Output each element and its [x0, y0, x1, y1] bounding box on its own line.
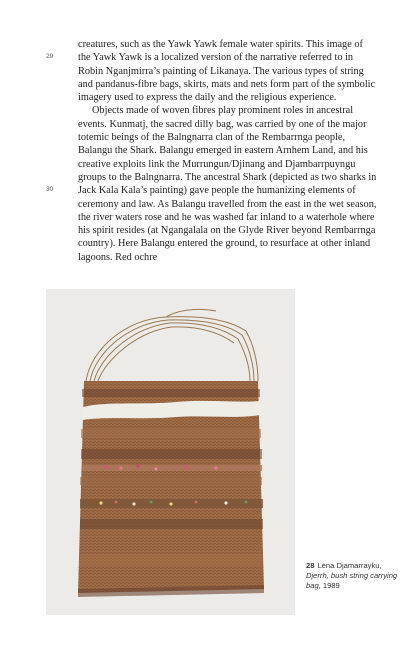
caption-title: Djerrh, bush string carrying bag — [306, 571, 398, 590]
speckled-fibre-band — [80, 499, 263, 508]
caption-number: 28 — [306, 561, 315, 570]
string-bag-illustration — [46, 289, 295, 615]
paragraph-2: Objects made of woven fibres play prominent roles in ancestral events. Kunmatj, the sacred dilly bag, was carried by one of the major totemic beings of the Balngnarra clan of the Rembarrnga people, Balangu the Shark. Balangu emerged in eastern Arnhem Land, and his creative exploits link the Murrungun/Djinang and Djambarrpuyngu groups to the Balngnarra. The ancestral Shark (depicted as two sharks in Jack Kala Kala’s painting) gave people the humanizing elements of ceremony and law. As Balangu travelled from the east in the wet season, the river waters rose and he was washed far inland to a waterhole where his spirit resides (at Ngangalala on the Glyde River beyond Rembarrnga country). Here Balangu entered the ground, to resurface at other inland lagoons. Red ochre — [78, 105, 377, 263]
paragraph-1: creatures, such as the Yawk Yawk female water spirits. This image of the Yawk Yawk is a localized version of the narrative referred to in Robin Nganjmirra’s painting of Likanaya. The various types of string and pandanus-fibre bags, skirts, mats and nets form part of the symbolic imagery used to express the daily and the religious experience. — [78, 39, 376, 104]
margin-line-number-29: 29 — [46, 53, 54, 60]
bag-photograph — [46, 289, 295, 615]
figure-caption — [306, 561, 406, 591]
margin-line-number-30: 30 — [46, 186, 54, 193]
pink-fibre-band — [82, 464, 262, 471]
body-text — [78, 38, 378, 264]
caption-artist: Lena Djamarrayku, — [317, 561, 382, 570]
caption-year: , 1989 — [318, 581, 340, 590]
